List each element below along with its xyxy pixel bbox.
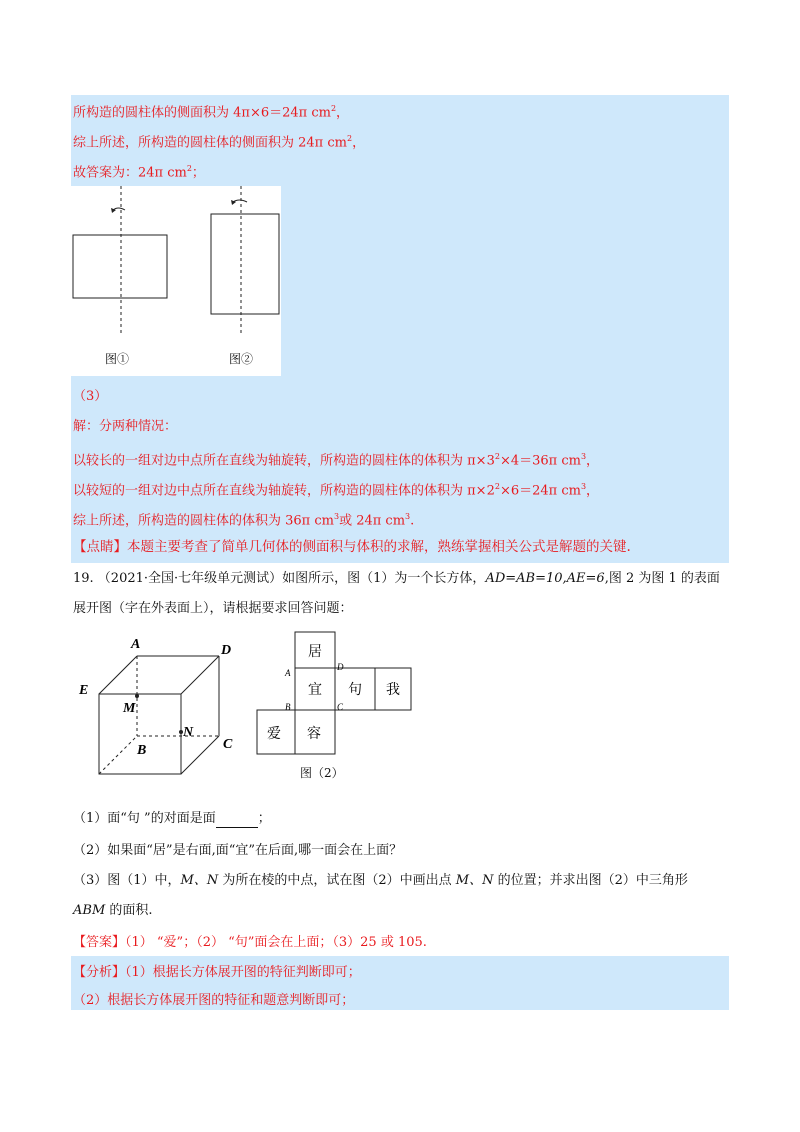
- part3-case1: 以较长的一组对边中点所在直线为轴旋转，所构造的圆柱体的体积为 $\pi\times 3^2\times 4=36\pi$ $cm^3$，: [73, 452, 600, 469]
- q19-line2: 展开图（字在外表面上），请根据要求回答问题：: [73, 601, 353, 616]
- net-vertex-b: B: [285, 702, 291, 712]
- q19-sub1: （1）面“句 ”的对面是面 ；: [73, 811, 271, 826]
- answer-line: 【答案】（1） “爱”；（2） “句”面会在上面；（3）25 或 105.: [73, 935, 427, 950]
- cuboid-drawing: [71, 628, 247, 780]
- net-vertex-a: A: [285, 668, 291, 678]
- q19-sub3: （3）图（1）中，M、N 为所在棱的中点，试在图（2）中画出点 M、N 的位置；并求出图（2）中三角形: [73, 873, 688, 888]
- figure-1-label: 图①: [105, 352, 130, 366]
- part3-case2: 以较短的一组对边中点所在直线为轴旋转，所构造的圆柱体的体积为 $\pi\times 2^2\times 6=24\pi$ $cm^3$，: [73, 482, 600, 499]
- part3-summary: 综上所述，所构造的圆柱体的体积为 36π $cm^3$或 24π $cm^3$.: [73, 512, 415, 529]
- part3-label: （3）: [73, 389, 108, 404]
- q19-sub3-cont: ABM 的面积.: [73, 903, 153, 918]
- net-face-mid-left: 宜: [308, 682, 322, 698]
- cube-label-a: A: [131, 637, 141, 652]
- analysis-line-2: （2）根据长方体展开图的特征和题意判断即可；: [73, 993, 355, 1008]
- cube-label-c: C: [223, 737, 233, 752]
- cube-label-n: N: [183, 725, 194, 740]
- net-figure: [247, 628, 427, 758]
- cube-label-b: B: [137, 743, 147, 758]
- net-face-bottom-left: 爱: [267, 726, 281, 742]
- answer-line-2: 综上所述，所构造的圆柱体的侧面积为 24π $cm^2$，: [73, 134, 366, 151]
- net-drawing: [247, 628, 427, 758]
- q19-heading: 19. （2021·全国·七年级单元测试）如图所示，图（1）为一个长方体，AD=AB=10,AE=6,图 2 为图 1 的表面: [73, 571, 720, 586]
- net-face-mid-center: 句: [348, 682, 362, 698]
- net-vertex-c: C: [337, 702, 344, 712]
- net-face-mid-right: 我: [386, 682, 400, 698]
- figure-2-label: 图②: [229, 352, 254, 366]
- cube-label-m: M: [123, 701, 136, 716]
- rotation-figure: [71, 186, 281, 376]
- net-caption: 图（2）: [300, 766, 344, 780]
- answer-blank: [216, 813, 258, 828]
- comment-line: 【点睛】本题主要考查了简单几何体的侧面积与体积的求解，熟练掌握相关公式是解题的关键.: [73, 539, 631, 555]
- analysis-line-1: 【分析】（1）根据长方体展开图的特征判断即可；: [73, 965, 361, 980]
- cuboid-figure: [71, 628, 247, 780]
- cube-label-d: D: [221, 643, 232, 658]
- net-vertex-d: D: [337, 662, 344, 672]
- answer-line-3: 故答案为：24π $cm^2$；: [73, 164, 205, 181]
- answer-line-1: 所构造的圆柱体的侧面积为 4π×6＝24π $cm^2$，: [73, 104, 350, 121]
- rotation-figure-drawing: [71, 186, 281, 376]
- part3-solve: 解：分两种情况：: [73, 419, 178, 434]
- net-face-top: 居: [308, 644, 322, 660]
- cube-label-e: E: [79, 683, 89, 698]
- q19-sub2: （2）如果面“居”是右面,面“宜”在后面,哪一面会在上面？: [73, 843, 403, 858]
- net-face-bottom-center: 容: [307, 726, 321, 742]
